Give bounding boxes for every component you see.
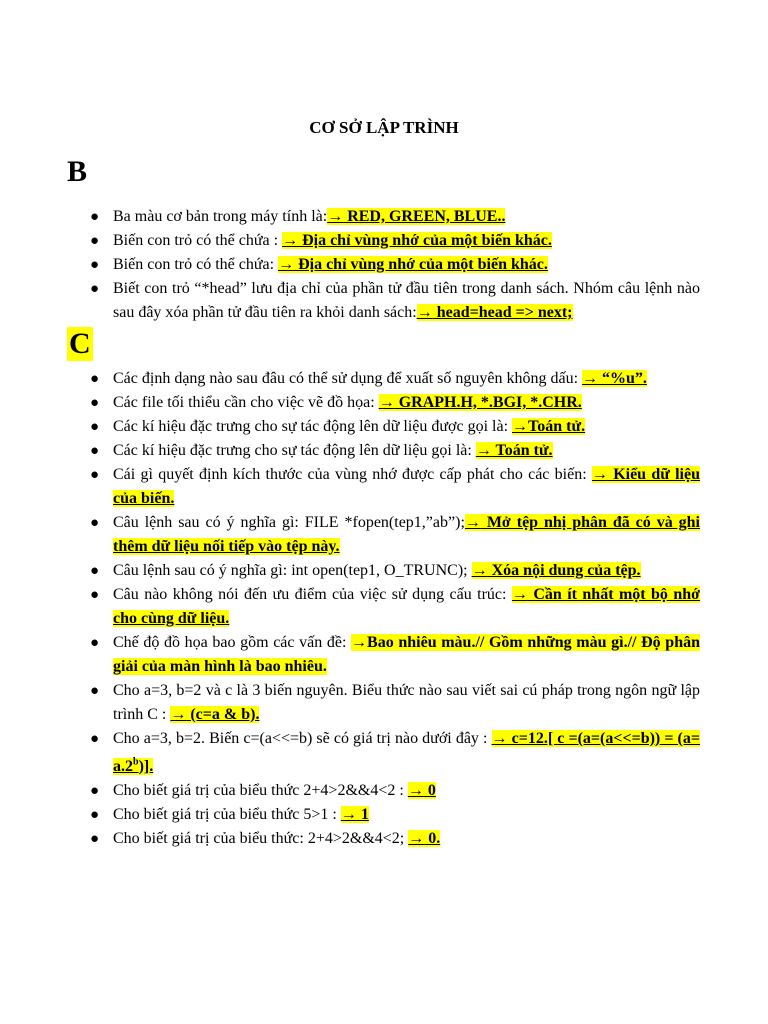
answer-text: c=12.[ c =(a=(a<<=b)) = (a= a.2: [113, 730, 700, 776]
answer-text: Xóa nội dung của tệp.: [487, 562, 641, 579]
bullet-icon: ●: [90, 419, 100, 435]
arrow-right-icon: →: [340, 806, 357, 824]
list-item: [90, 679, 700, 727]
question-text: Cho biết giá trị của biểu thức: 2+4>2&&4<2;: [113, 830, 409, 848]
bullet-icon: ●: [90, 233, 100, 249]
bullet-icon: ●: [90, 257, 100, 273]
question-text: Chế độ đồ họa bao gồm các vấn đề:: [113, 634, 352, 651]
question-text: Cho biết giá trị của biểu thức 5>1 :: [113, 806, 341, 824]
bullet-icon: ●: [90, 635, 100, 651]
list-item: [90, 779, 700, 803]
answer-text: Cần ít nhất một bộ nhớ cho cùng dữ liệu.: [113, 586, 701, 627]
list-item: [90, 827, 700, 851]
question-text: Biến con trỏ có thể chứa :: [113, 232, 283, 249]
arrow-right-icon: →: [170, 706, 187, 723]
answer-text: “%u”.: [598, 370, 647, 387]
question-text: Các kí hiệu đặc trưng cho sự tác động lên dữ liệu được gọi là:: [113, 418, 513, 435]
question-text: Cái gì quyết định kích thước của vùng nhớ được cấp phát cho các biến:: [113, 466, 592, 483]
bullet-icon: ●: [90, 831, 100, 848]
question-text: Câu nào không nói đến ưu điểm của việc sử dụng cấu trúc:: [113, 586, 512, 603]
answer-highlight: [170, 706, 259, 723]
question-text: Cho biết giá trị của biểu thức 2+4>2&&4<2 :: [113, 782, 408, 800]
answer-highlight: [408, 830, 440, 847]
answer-text: Địa chỉ vùng nhớ của một biến khác.: [294, 256, 548, 273]
bullet-icon: ●: [90, 563, 100, 579]
question-text: Các định dạng nào sau đâu có thể sử dụng để xuất số nguyên không dấu:: [113, 370, 583, 387]
list-item: [90, 253, 700, 277]
arrow-right-icon: →: [512, 418, 529, 435]
answer-highlight: [327, 208, 505, 225]
answer-highlight: [512, 418, 585, 435]
answer-text: Địa chỉ vùng nhớ của một biến khác.: [298, 232, 552, 249]
arrow-right-icon: →: [278, 256, 295, 273]
list-item: [90, 583, 701, 631]
section-c-list: [90, 367, 701, 851]
bullet-icon: ●: [90, 467, 100, 483]
answer-highlight: [417, 304, 573, 321]
arrow-right-icon: →: [475, 442, 492, 459]
answer-text: Toán tử.: [491, 442, 553, 459]
question-text: Cho a=3, b=2 và c là 3 biến nguyên. Biểu thức nào sau viết sai cú pháp trong ngôn ngữ lập trình C :: [113, 682, 700, 723]
arrow-right-icon: →: [282, 232, 299, 249]
section-heading-c: C: [69, 327, 91, 360]
bullet-icon: ●: [90, 443, 100, 459]
list-item: [90, 205, 700, 229]
answer-text: Kiểu dữ liệu của biến.: [113, 466, 700, 507]
list-item: [90, 391, 700, 415]
bullet-icon: ●: [90, 683, 100, 699]
arrow-right-icon: →: [591, 466, 608, 483]
answer-highlight: [476, 442, 553, 459]
answer-text: 0: [423, 782, 436, 800]
question-text: Câu lệnh sau có ý nghĩa gì: FILE *fopen(tep1,”ab”);: [113, 514, 465, 531]
bullet-icon: ●: [90, 807, 100, 824]
answer-highlight: [408, 782, 436, 799]
list-item: [90, 463, 700, 511]
answer-highlight: [379, 394, 582, 411]
list-item: [90, 631, 700, 679]
arrow-right-icon: →: [582, 370, 599, 387]
arrow-right-icon: →: [491, 730, 508, 747]
answer-text: RED, GREEN, BLUE..: [343, 208, 506, 225]
bullet-icon: ●: [90, 209, 100, 225]
section-b-list: [90, 205, 700, 325]
answer-text: 1: [356, 806, 369, 824]
arrow-right-icon: →: [511, 586, 528, 603]
question-text: Các file tối thiểu cần cho việc vẽ đồ họa:: [113, 394, 379, 411]
answer-superscript: b: [133, 757, 139, 768]
list-item: [90, 511, 700, 559]
list-item: [90, 439, 700, 463]
answer-text: (c=a & b).: [186, 706, 260, 723]
bullet-icon: ●: [90, 731, 100, 747]
answer-highlight: [282, 232, 552, 249]
arrow-right-icon: →: [408, 830, 425, 848]
answer-text: 0.: [424, 830, 441, 848]
answer-text: GRAPH.H, *.BGI, *.CHR.: [394, 394, 582, 411]
arrow-right-icon: →: [351, 634, 368, 651]
question-text: Ba màu cơ bản trong máy tính là:: [113, 208, 328, 225]
question-text: Cho a=3, b=2. Biến c=(a<<=b) sẽ có giá trị nào dưới đây :: [113, 730, 492, 747]
answer-text: Toán tử.: [528, 418, 586, 435]
answer-tail: )].: [138, 758, 154, 776]
bullet-icon: ●: [90, 281, 100, 297]
section-heading-b: B: [67, 155, 88, 188]
list-item: [90, 367, 700, 391]
arrow-right-icon: →: [407, 782, 424, 800]
bullet-icon: ●: [90, 783, 100, 800]
list-item: [90, 229, 700, 253]
question-text: Biến con trỏ có thể chứa:: [113, 256, 279, 273]
answer-highlight: [582, 370, 647, 387]
arrow-right-icon: →: [471, 562, 488, 579]
arrow-right-icon: →: [416, 304, 433, 321]
arrow-right-icon: →: [327, 208, 344, 225]
answer-text: head=head => next;: [432, 304, 573, 321]
list-item: [90, 559, 700, 583]
list-item: [90, 415, 700, 439]
list-item: [90, 803, 700, 827]
question-text: Các kí hiệu đặc trưng cho sự tác động lên dữ liệu gọi là:: [113, 442, 476, 459]
list-item: [90, 727, 700, 779]
page-title: CƠ SỞ LẬP TRÌNH: [309, 118, 459, 137]
arrow-right-icon: →: [378, 394, 395, 411]
answer-highlight: [341, 806, 369, 823]
arrow-right-icon: →: [464, 514, 481, 531]
answer-highlight: [472, 562, 641, 579]
bullet-icon: ●: [90, 515, 100, 531]
bullet-icon: ●: [90, 395, 100, 411]
answer-highlight: [278, 256, 548, 273]
question-text: Biết con trỏ “*head” lưu địa chỉ của phần tử đầu tiên trong danh sách. Nhóm câu lệnh nào sau đây xóa phần tử đầu tiên ra khỏi danh sách:: [113, 280, 700, 321]
answer-text: Mở tệp nhị phân đã có và ghi thêm dữ liệu nối tiếp vào tệp này.: [113, 514, 700, 555]
bullet-icon: ●: [90, 371, 100, 387]
answer-text: Bao nhiêu màu.// Gồm những màu gì.// Độ phân giải của màn hình là bao nhiêu.: [113, 634, 700, 675]
bullet-icon: ●: [90, 587, 100, 603]
question-text: Câu lệnh sau có ý nghĩa gì: int open(tep1, O_TRUNC);: [113, 562, 472, 579]
list-item: [90, 277, 700, 325]
